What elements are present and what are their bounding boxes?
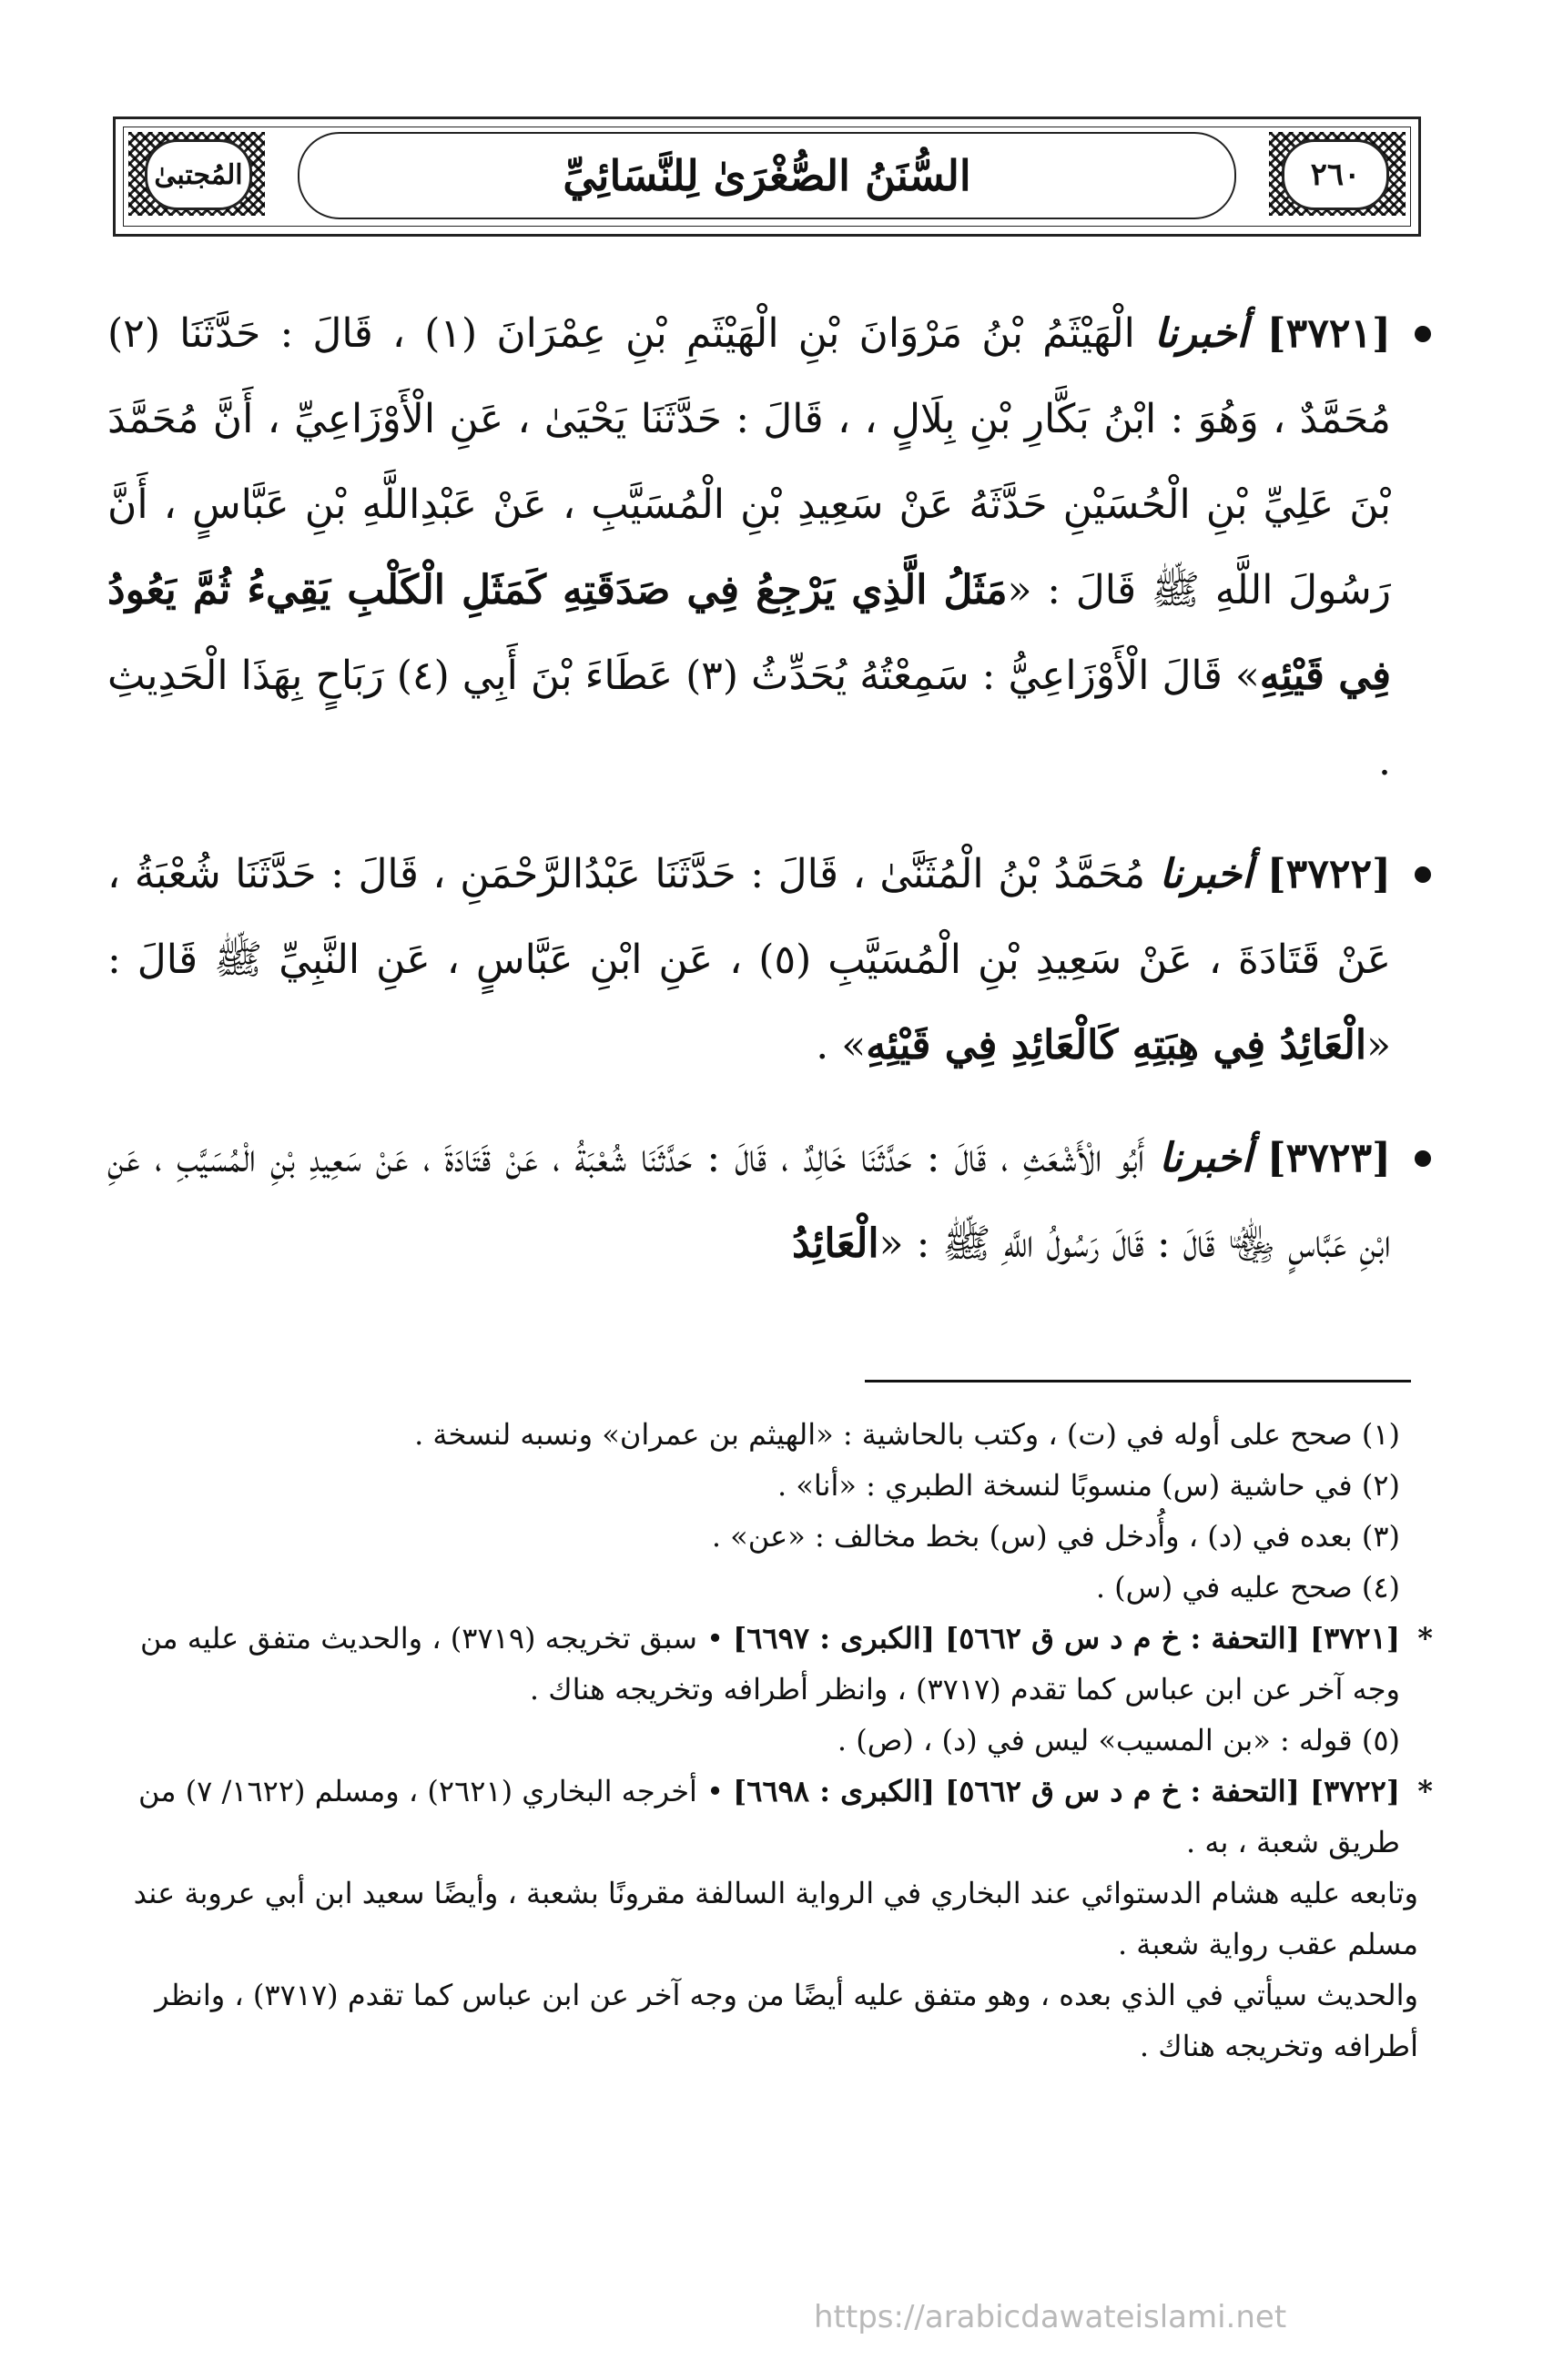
takhrij-paragraph: وتابعه عليه هشام الدستوائي عند البخاري في الرواية السالفة مقرونًا بشعبة ، وأيضًا سعيد ابن أبي عروبة عند مسلم عقب رواية شعبة . xyxy=(133,1876,1418,1961)
footnote: (٥) قوله : «بن المسيب» ليس في (د) ، (ص) . xyxy=(837,1723,1400,1757)
hadith-number: [٣٧٢٣] xyxy=(1266,1135,1391,1181)
takhrij-3721 xyxy=(107,1613,1433,1715)
page-number: ٢٦٠ xyxy=(1310,157,1361,193)
footnote: (١) صحح على أوله في (ت) ، وكتب بالحاشية : «الهيثم بن عمران» ونسبه لنسخة . xyxy=(414,1417,1400,1452)
book-title: السُّنَنُ الصُّغْرَىٰ لِلنَّسَائِيِّ xyxy=(563,151,971,200)
star-mark: * xyxy=(1417,1774,1433,1808)
footnote: (٢) في حاشية (س) منسوبًا لنسخة الطبري : «أنا» . xyxy=(776,1468,1400,1503)
matn-text: الْعَائِدُ xyxy=(792,1220,879,1267)
isnad-text: الْهَيْثَمُ بْنُ مَرْوَانَ بْنِ الْهَيْثَمِ بْنِ عِمْرَانَ (١) ، قَالَ : حَدَّثَنَا (٢) مُحَمَّدٌ ، وَهُوَ : ابْنُ بَكَّارِ بْنِ بِلَالٍ ، ، قَالَ : حَدَّثَنَا يَحْيَىٰ ، عَنِ الْأَوْزَاعِيِّ ، أَنَّ مُحَمَّدَ بْنَ عَلِيِّ بْنِ الْحُسَيْنِ حَدَّثَهُ عَنْ سَعِيدِ بْنِ الْمُسَيَّبِ ، عَنْ عَبْدِاللَّهِ بْنِ عَبَّاسٍ ، أَنَّ رَسُولَ اللَّهِ ﷺ قَالَ : « xyxy=(107,310,1391,613)
bullet-icon xyxy=(1415,1150,1431,1167)
bullet-icon xyxy=(1415,866,1431,883)
hadith-entry-3721 xyxy=(107,291,1427,805)
takhrij-text: • أخرجه البخاري (٢٦٢١) ، ومسلم (١٦٢٢/ ٧) من طريق شعبة ، به . xyxy=(138,1774,1400,1859)
emblem-badge xyxy=(145,139,252,210)
watermark-url: https://arabicdawateislami.net xyxy=(814,2299,1287,2335)
page-number-badge xyxy=(1282,139,1389,210)
akhbarana-label: أخبرنا xyxy=(1159,1135,1253,1181)
footnote: (٣) بعده في (د) ، وأُدخل في (س) بخط مخالف : «عن» . xyxy=(711,1519,1400,1554)
takhrij-paragraph: والحديث سيأتي في الذي بعده ، وهو متفق عليه أيضًا من وجه آخر عن ابن عباس كما تقدم (٣٧١٧) ، وانظر أطرافه وتخريجه هناك . xyxy=(155,1978,1418,2063)
tail-text: » قَالَ الْأَوْزَاعِيُّ : سَمِعْتُهُ يُحَدِّثُ (٣) عَطَاءَ بْنَ أَبِي (٤) رَبَاحٍ بِهَذَا الْحَدِيثِ . xyxy=(107,653,1391,785)
takhrij-ref: [٣٧٢١] [التحفة : خ م د س ق ٥٦٦٢] [الكبرى : ٦٦٩٧] xyxy=(733,1621,1400,1656)
isnad-text: مُحَمَّدُ بْنُ الْمُثَنَّىٰ ، قَالَ : حَدَّثَنَا عَبْدُالرَّحْمَنِ ، قَالَ : حَدَّثَنَا شُعْبَةُ ، عَنْ قَتَادَةَ ، عَنْ سَعِيدِ بْنِ الْمُسَيَّبِ (٥) ، عَنِ ابْنِ عَبَّاسٍ ، عَنِ النَّبِيِّ ﷺ قَالَ : « xyxy=(107,851,1391,1068)
matn-text: الْعَائِدُ فِي هِبَتِهِ كَالْعَائِدِ فِي قَيْئِهِ xyxy=(866,1022,1367,1068)
akhbarana-label: أخبرنا xyxy=(1154,310,1248,357)
emblem-text: المُجتبىٰ xyxy=(154,158,243,191)
hadith-entry-3722 xyxy=(107,832,1427,1089)
takhrij-3722 xyxy=(107,1766,1433,1868)
tail-text: » . xyxy=(816,1022,867,1068)
takhrij-ref: [٣٧٢٢] [التحفة : خ م د س ق ٥٦٦٢] [الكبرى : ٦٦٩٨] xyxy=(733,1774,1400,1808)
akhbarana-label: أخبرنا xyxy=(1159,851,1254,897)
main-text xyxy=(107,291,1427,1314)
isnad-text: أَبُو الْأَشْعَثِ ، قَالَ : حَدَّثَنَا خَالِدٌ ، قَالَ : حَدَّثَنَا شُعْبَةُ ، عَنْ قَتَادَةَ ، عَنْ سَعِيدِ بْنِ الْمُسَيَّبِ ، عَنِ ابْنِ عَبَّاسٍ ﵄ قَالَ : قَالَ رَسُولُ اللَّهِ ﷺ : « xyxy=(107,1135,1391,1267)
page-header xyxy=(113,116,1421,237)
title-cartouche xyxy=(298,132,1236,219)
star-mark: * xyxy=(1417,1621,1433,1656)
matn-text: مَثَلُ الَّذِي يَرْجِعُ فِي صَدَقَتِهِ كَمَثَلِ الْكَلْبِ يَقِيءُ ثُمَّ يَعُودُ فِي قَيْئِهِ xyxy=(107,567,1392,699)
footnote: (٤) صحح عليه في (س) . xyxy=(1095,1570,1400,1605)
hadith-number: [٣٧٢١] xyxy=(1266,310,1391,357)
footnote-divider xyxy=(865,1380,1411,1382)
takhrij-text: • سبق تخريجه (٣٧١٩) ، والحديث متفق عليه من وجه آخر عن ابن عباس كما تقدم (٣٧١٧) ، وانظر أطرافه وتخريجه هناك . xyxy=(140,1621,1400,1707)
hadith-number: [٣٧٢٢] xyxy=(1266,851,1391,897)
footnotes-section xyxy=(107,1409,1433,2071)
hadith-entry-3723 xyxy=(107,1116,1427,1287)
bullet-icon xyxy=(1415,326,1431,342)
